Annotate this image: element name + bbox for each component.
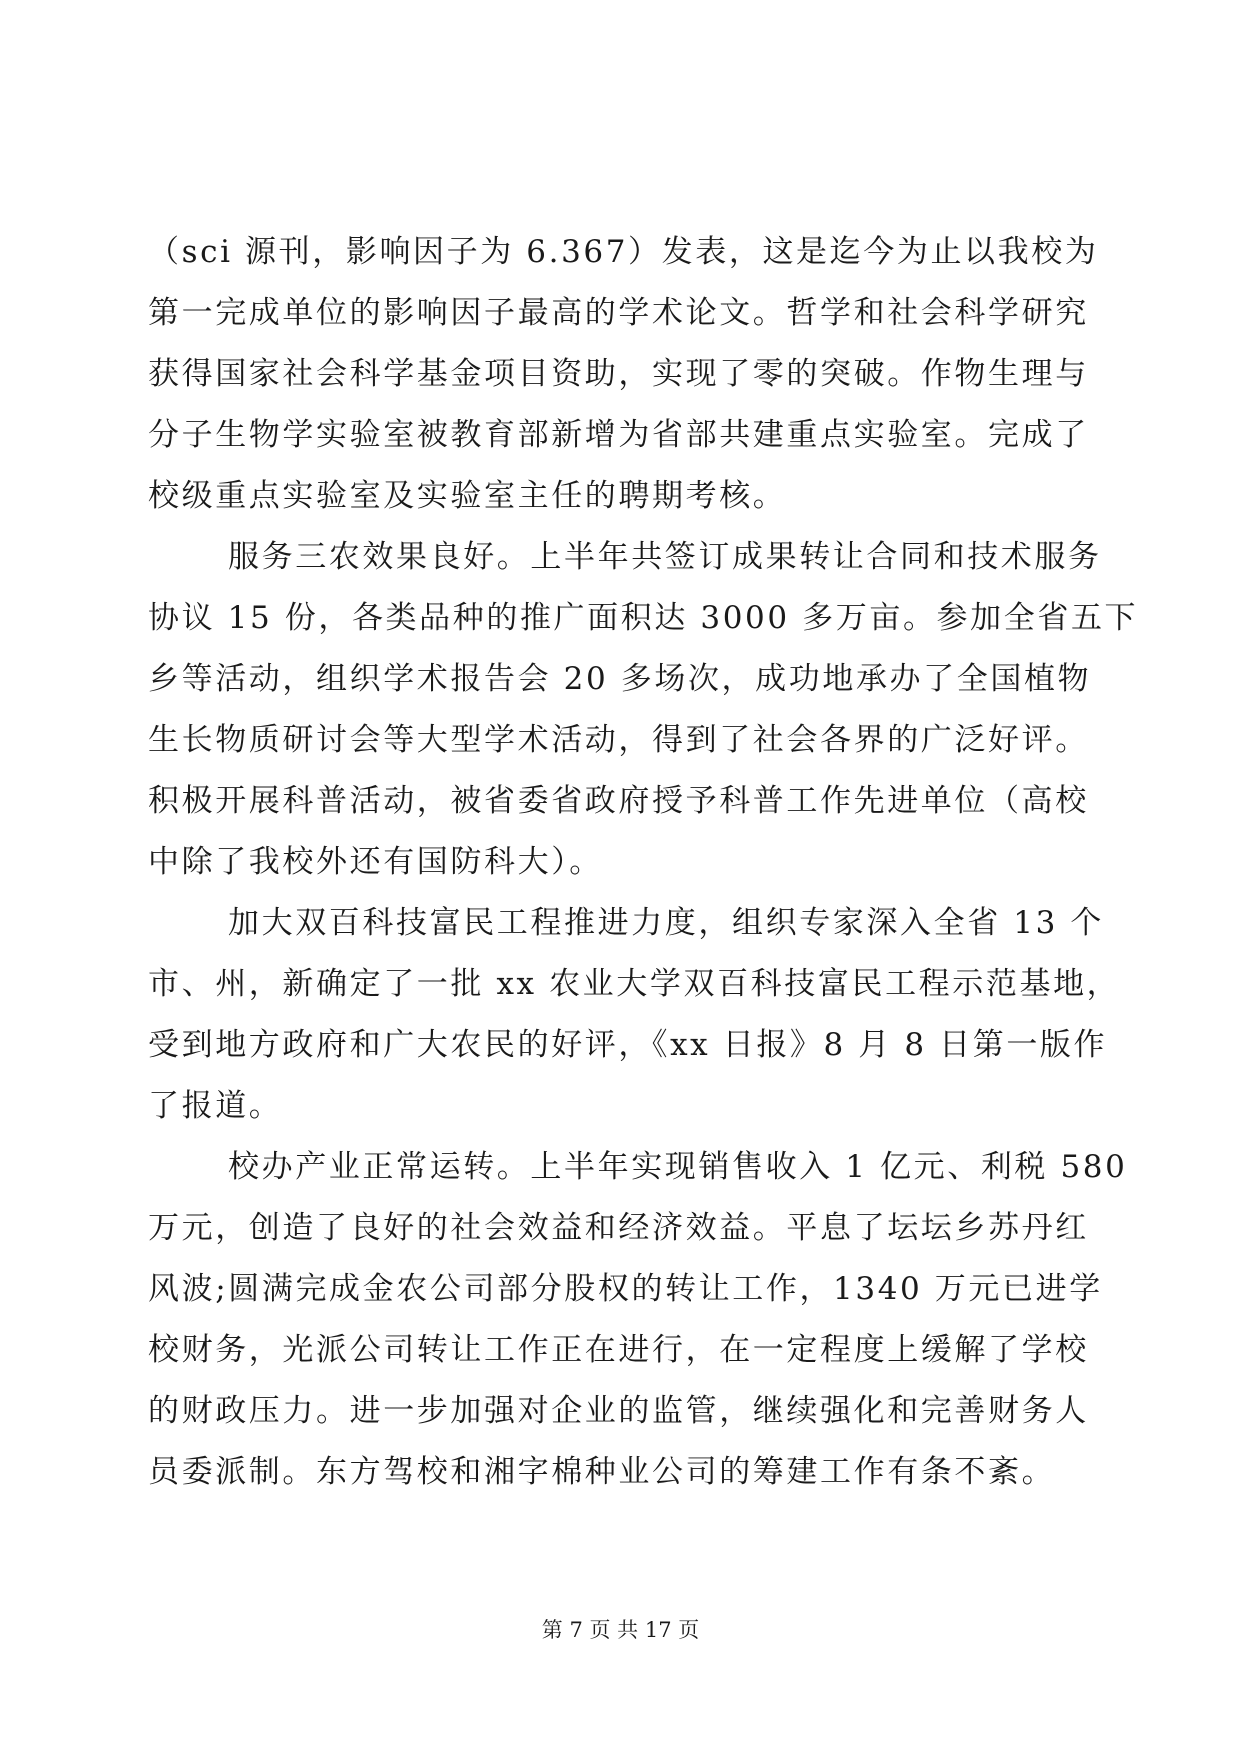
text-line-11: 中除了我校外还有国防科大）。: [148, 844, 603, 880]
text-line-15: 了报道。: [148, 1088, 283, 1124]
paragraph-start-line-6: 服务三农效果良好。上半年共签订成果转让合同和技术服务: [228, 539, 1102, 575]
text-line-5: 校级重点实验室及实验室主任的聘期考核。: [148, 478, 787, 514]
text-line-20: 的财政压力。进一步加强对企业的监管，继续强化和完善财务人: [148, 1393, 1089, 1429]
paragraph-start-line-16: 校办产业正常运转。上半年实现销售收入 1 亿元、利税 580: [228, 1149, 1128, 1185]
text-line-1: （sci 源刊，影响因子为 6.367）发表，这是迄今为止以我校为: [148, 234, 1099, 270]
paragraph-start-line-12: 加大双百科技富民工程推进力度，组织专家深入全省 13 个: [228, 905, 1104, 941]
text-line-19: 校财务，光派公司转让工作正在进行，在一定程度上缓解了学校: [148, 1332, 1089, 1368]
text-line-7: 协议 15 份，各类品种的推广面积达 3000 多万亩。参加全省五下: [148, 600, 1139, 636]
text-line-14: 受到地方政府和广大农民的好评，《xx 日报》8 月 8 日第一版作: [148, 1027, 1108, 1063]
text-line-10: 积极开展科普活动，被省委省政府授予科普工作先进单位（高校: [148, 783, 1089, 819]
text-line-4: 分子生物学实验室被教育部新增为省部共建重点实验室。完成了: [148, 417, 1089, 453]
page-footer-number: 第 7 页 共 17 页: [541, 1618, 700, 1642]
text-line-8: 乡等活动，组织学术报告会 20 多场次，成功地承办了全国植物: [148, 661, 1092, 697]
text-line-21: 员委派制。东方驾校和湘字棉种业公司的筹建工作有条不紊。: [148, 1454, 1056, 1490]
text-line-18: 风波;圆满完成金农公司部分股权的转让工作，1340 万元已进学: [148, 1271, 1103, 1307]
text-line-13: 市、州，新确定了一批 xx 农业大学双百科技富民工程示范基地，: [148, 966, 1121, 1002]
text-line-2: 第一完成单位的影响因子最高的学术论文。哲学和社会科学研究: [148, 295, 1089, 331]
text-line-9: 生长物质研讨会等大型学术活动，得到了社会各界的广泛好评。: [148, 722, 1089, 758]
text-line-17: 万元，创造了良好的社会效益和经济效益。平息了坛坛乡苏丹红: [148, 1210, 1089, 1246]
text-line-3: 获得国家社会科学基金项目资助，实现了零的突破。作物生理与: [148, 356, 1089, 392]
